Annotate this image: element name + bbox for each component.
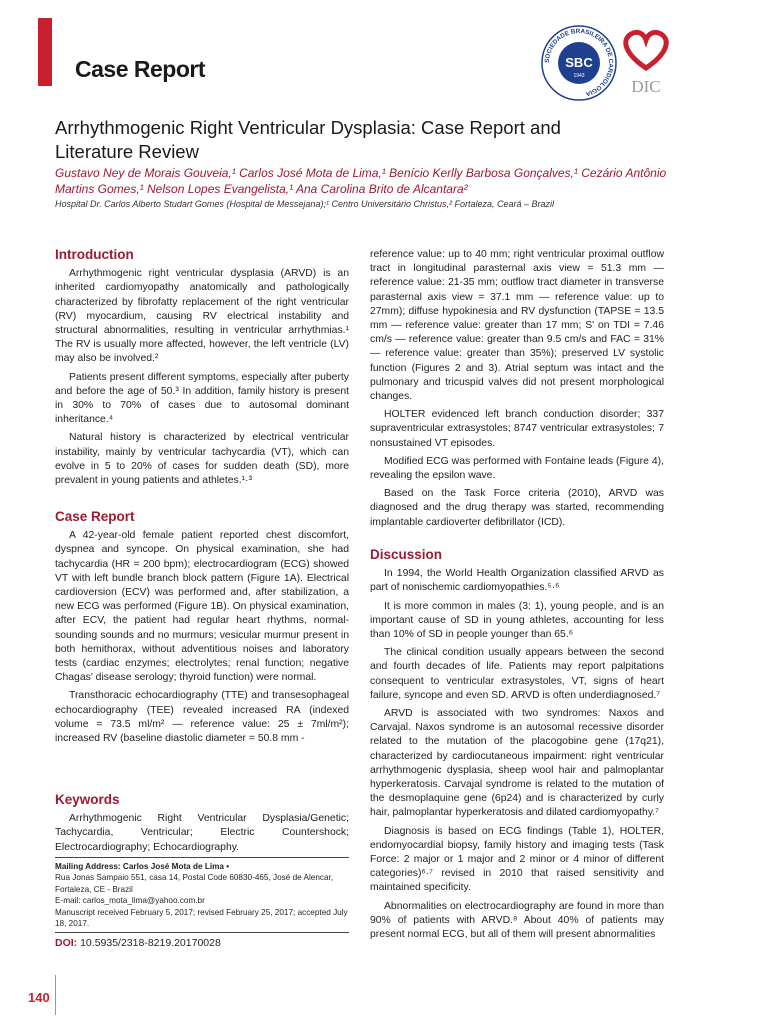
paragraph: It is more common in males (3: 1), young people, and is an important cause of SD in young athletes, accounting for less than 10% of SD in people younger than 65.⁶	[370, 600, 664, 641]
paragraph: Based on the Task Force criteria (2010), ARVD was diagnosed and the drug therapy was started, recommending implantable cardioverter defibrillator (ICD).	[370, 488, 664, 528]
paragraph: Modified ECG was performed with Fontaine leads (Figure 4), revealing the epsilon wave.	[370, 455, 664, 482]
paragraph: Arrhythmogenic right ventricular dysplasia (ARVD) is an inherited cardiomyopathy anatomically and pathologically characterized by fibrofatty replacement of the right ventricular (RV) myocardium, causing RV electrical instability and structural abnormalities, resulting in ventricular arrhythmias.¹ The RV is usually more affected, however, the left ventricle (LV) may also be involved.²	[55, 268, 349, 365]
doi	[55, 932, 349, 949]
keywords-heading: Keywords	[55, 792, 120, 807]
article-title-line: Literature Review	[55, 141, 199, 162]
mailing-line: Rua Jonas Sampaio 551, casa 14, Postal Code 60830-465, José de Alencar, Fortaleza, CE - Brazil	[55, 873, 334, 894]
paragraph: Transthoracic echocardiography (TTE) and transesophageal echocardiography (TEE) revealed increased RA (indexed volume = 73.5 ml/m² — reference value: 25 ± 7ml/m²); increased RV (baseline diastolic diameter = 50.8 mm -	[55, 690, 349, 745]
mailing-label: Mailing Address: Carlos José Mota de Lima •	[55, 862, 230, 871]
author-list	[55, 166, 700, 197]
article-title	[55, 116, 695, 164]
keywords-text: Arrhythmogenic Right Ventricular Dysplasia/Genetic; Tachycardia, Ventricular; Electric Countershock; Electrocardiography; Echocardiography.	[55, 813, 349, 853]
paragraph: Diagnosis is based on ECG findings (Table 1), HOLTER, endomyocardial biopsy, family history and imaging tests (Task Force: 2 major or 1 major and 2 minor or 4 minor of different categories)⁶·⁷ revised in 2010 that raised sensitivity and maintained specificity.	[370, 825, 664, 894]
paragraph: Natural history is characterized by electrical ventricular instability, mainly by ventricular tachycardia (VT), which can evolve in 5 to 20% of cases for sudden death (SD), more prevalent in young patients and athletes.¹·³	[55, 432, 349, 487]
introduction-heading: Introduction	[55, 247, 134, 262]
svg-text:SBC: SBC	[565, 55, 593, 70]
email-link[interactable]: E-mail: carlos_mota_lima@yahoo.com.br	[55, 896, 205, 906]
svg-text:1943: 1943	[573, 73, 585, 79]
paragraph: A 42-year-old female patient reported chest discomfort, dyspnea and syncope. On physical examination, she had tachycardia (HR = 200 bpm); electrocardiogram (ECG) showed VT with left bundle branch block pattern (Figure 1A). Electrical cardioversion (ECV) was performed and, after stabilization, a new ECG was performed (Figure 1B). On physical examination, after ECV, the patient had regular heart rhythms, normal-sounding sounds and no murmurs; vesicular murmur present in both hemithorax, without adventitious noises and laboratory tests (cardiac enzymes; electrolytes; renal function; negative Chagas' disease serology; thyroid function) were normal.	[55, 530, 349, 684]
mailing-address	[55, 857, 349, 929]
section-color-bar	[38, 18, 52, 86]
right-column-top	[370, 248, 664, 534]
case-report-heading: Case Report	[55, 509, 135, 524]
author-line: Gustavo Ney de Morais Gouveia,¹ Carlos José Mota de Lima,¹ Benício Kerlly Barbosa Gonçalves,¹ Cezário Antônio	[55, 166, 667, 180]
sbc-logo	[540, 24, 618, 102]
paragraph: HOLTER evidenced left branch conduction disorder; 337 supraventricular extrasystoles; 8747 ventricular extrasystoles; 7 nonsustained VT episodes.	[370, 409, 664, 449]
left-column-top	[55, 248, 349, 492]
section-label: Case Report	[75, 56, 205, 82]
doi-link[interactable]: 10.5935/2318-8219.20170028	[80, 937, 221, 949]
paragraph: Patients present different symptoms, especially after puberty and before the age of 50.³ In addition, family history is present in 30% to 70% of cases due to autosomal dominant inheritance.⁴	[55, 371, 349, 426]
paragraph: The clinical condition usually appears between the second and fourth decades of life. Patients may report palpitations consequent to ventricular extrasystoles, VT, signs of heart failure, syncope and even SD. ARVD is often underdiagnosed.⁷	[370, 647, 664, 701]
affiliation: Hospital Dr. Carlos Alberto Studart Gomes (Hospital de Messejana);¹ Centro Universitário Christus,² Fortaleza, Ceará – Brazil	[55, 199, 555, 209]
paragraph: Abnormalities on electrocardiography are found in more than 90% of patients with ARVD.⁸ About 40% of patients may present normal ECG, but all of them will present abnormalities	[370, 900, 664, 941]
page-number: 140	[28, 990, 50, 1005]
article-title-line: Arrhythmogenic Right Ventricular Dysplasia: Case Report and	[55, 117, 561, 138]
right-column-discussion	[370, 548, 664, 946]
left-column-keywords	[55, 793, 349, 859]
left-column-case	[55, 510, 349, 750]
svg-text:DIC: DIC	[631, 77, 661, 96]
author-line: Martins Gomes,¹ Nelson Lopes Evangelista,¹ Ana Carolina Brito de Alcantara²	[55, 181, 468, 196]
paragraph: In 1994, the World Health Organization classified ARVD as part of nonischemic cardiomyopathies.⁵·⁶	[370, 568, 664, 594]
manuscript-dates: Manuscript received February 5, 2017; revised February 25, 2017; accepted July 18, 2017.	[55, 907, 348, 929]
paragraph: reference value: up to 40 mm; right ventricular proximal outflow tract in longitudinal parasternal axis view = 51.3 mm — reference value: 21-35 mm; outflow tract diameter in transverse parasternal axis view = 37.1 mm — reference value: up to 27mm); diffuse hypokinesia and RV dysfunction (TAPSE = 13.5 mm — reference value: greater than 17 mm; S' on TDI = 7.46 cm/s — reference value: greater than 9.5 cm/s and FAC = 31% — reference value: greater than 35%); preserved LV systolic function (Figures 2 and 3). Atrial septum was intact and the pulmonary and tricuspid valves did not present morphological changes.	[370, 249, 664, 403]
discussion-heading: Discussion	[370, 547, 443, 562]
dic-logo	[617, 26, 675, 98]
page-divider	[55, 975, 56, 1015]
svg-text:SOCIEDADE BRASILEIRA DE CARDIO: SOCIEDADE BRASILEIRA DE CARDIOLOGIA	[543, 27, 615, 98]
doi-label: DOI:	[55, 937, 78, 949]
paragraph: ARVD is associated with two syndromes: Naxos and Carvajal. Naxos syndrome is an autosomal recessive disorder related to the mutation of the placogobine gene (17q21), characterized by cardiocutaneous impairment: right ventricular arrhythmogenic dysplasia, sheep wool hair and palmoplantar hyperkeratosis. Carvajal syndrome is related to the mutation of the desmoplaquine gene (6p24) and is characterized by curly hair, palmoplantar hyperkeratosis and dilated cardiomyopathy.⁷	[370, 708, 664, 819]
